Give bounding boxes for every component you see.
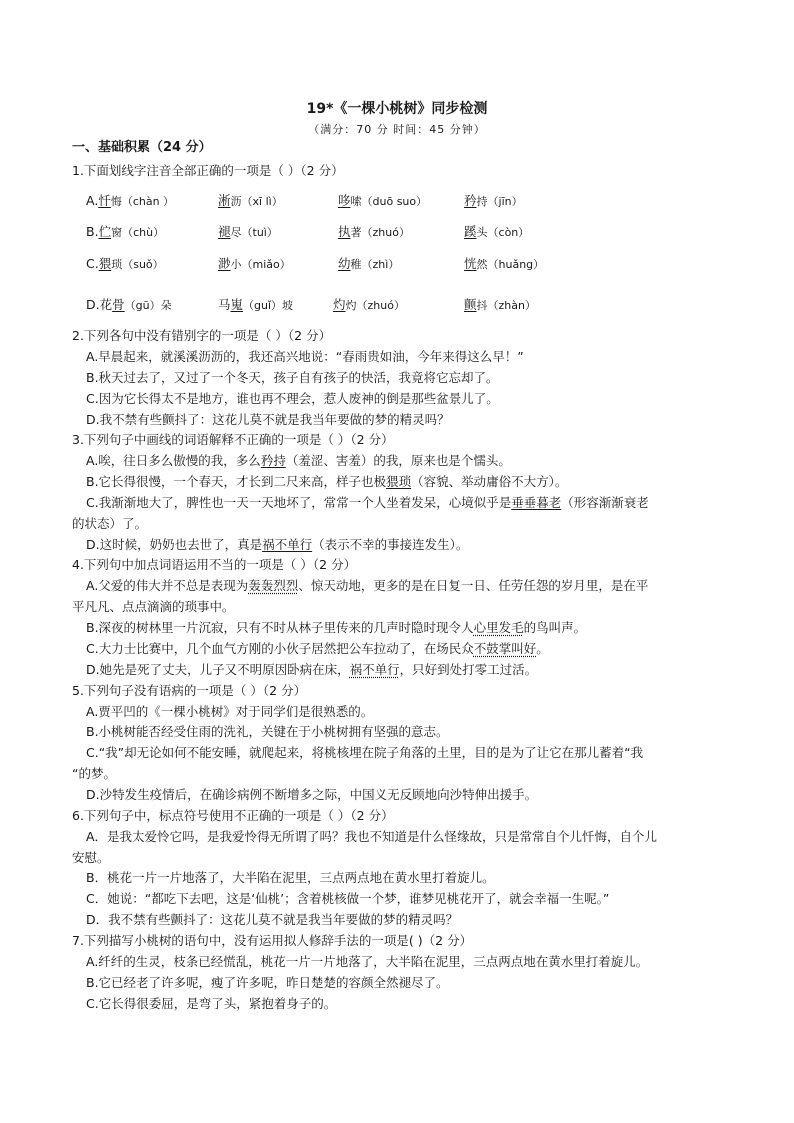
q4-option-a: A.父爱的伟大并不总是表现为轰轰烈烈、惊天动地，更多的是在日复一日、任劳任怨的岁月里，是在平: [86, 578, 649, 593]
question-6-stem: 6.下列句子中，标点符号使用不正确的一项是（ ）（2 分）: [72, 808, 394, 823]
section-heading: 一、基础积累（24 分）: [72, 140, 212, 155]
question-7-stem: 7.下列描写小桃树的语句中，没有运用拟人修辞手法的一项是( )（2 分）: [72, 933, 473, 948]
q2-option-b: B.秋天过去了，又过了一个冬天，孩子自有孩子的快活，我竟将它忘却了。: [86, 370, 499, 385]
q7-option-a: A.纤纤的生灵，枝条已经慌乱，桃花一片一片地落了，大半陷在泥里，三点两点地在黄水里打着旋儿。: [86, 954, 649, 969]
q1-option-a-4: 矜持（jīn）: [464, 193, 523, 208]
q1-option-b-3: 执著（zhuó）: [338, 224, 410, 239]
q1-option-d-3: 灼灼（zhuó）: [333, 297, 405, 312]
q1-option-c-1: C.猥琐（suǒ）: [86, 256, 164, 271]
q5-option-c: C.“我”却无论如何不能安睡，就爬起来，将桃核埋在院子角落的土里，目的是为了让它在那儿蓄着“我: [86, 745, 644, 760]
q2-option-d: D.我不禁有些颤抖了：这花儿莫不就是我当年要做的梦的精灵吗？: [86, 412, 450, 427]
q5-option-d: D.沙特发生疫情后，在确诊病例不断增多之际，中国义无反顾地向沙特伸出援手。: [86, 787, 538, 802]
q2-option-c: C.因为它长得太不是地方，谁也再不理会，惹人废神的倒是那些盆景儿了。: [86, 391, 499, 406]
question-5-stem: 5.下列句子没有语病的一项是（ ）（2 分）: [72, 683, 307, 698]
question-2-stem: 2.下列各句中没有错别字的一项是（ ）（2 分）: [72, 328, 332, 343]
q1-option-c-3: 幼稚（zhì）: [338, 256, 400, 271]
q3-option-a: A.唉，往日多么傲慢的我，多么矜持（羞涩、害羞）的我，原来也是个懦头。: [86, 453, 511, 468]
q5-option-c-continued: “的梦。: [72, 766, 116, 781]
question-1-stem: 1.下面划线字注音全部正确的一项是（ ）（2 分）: [72, 163, 344, 178]
q6-option-a-continued: 安慰。: [72, 850, 110, 865]
q1-option-c-4: 恍然（huǎng）: [464, 256, 545, 271]
q3-option-c: C.我渐渐地大了，脾性也一天一天地坏了，常常一个人坐着发呆，心境似乎是垂垂暮老（形容渐渐衰老: [86, 495, 649, 510]
q3-option-b: B.它长得很慢，一个春天，才长到二尺来高，样子也极猥琐（容貌、举动庸俗不大方）。: [86, 474, 568, 489]
q1-option-b-4: 蹊头（còn）: [464, 224, 530, 239]
q1-option-d-4: 颤抖（zhàn）: [464, 297, 536, 312]
q4-option-d: D.她先是死了丈夫，儿子又不明原因卧病在床，祸不单行，只好到处打零工过活。: [86, 662, 538, 677]
q7-option-c: C.它长得很委屈，是弯了头，紧抱着身子的。: [86, 996, 337, 1011]
q1-option-d-2: 马嵬（guǐ）坡: [218, 297, 294, 312]
q4-option-c: C.大力士比赛中，几个血气方刚的小伙子居然把公车拉动了，在场民众不鼓掌叫好。: [86, 641, 549, 656]
question-4-stem: 4.下列句中加点词语运用不当的一项是（ ）（2 分）: [72, 557, 357, 572]
q5-option-a: A.贾平凹的《一棵小桃树》对于同学们是很熟悉的。: [86, 704, 374, 719]
q2-option-a: A.早晨起来，就溪溪沥沥的，我还高兴地说：“春雨贵如油，今年来得这么早！”: [86, 349, 524, 364]
q5-option-b: B.小桃树能否经受住雨的洗礼，关键在于小桃树拥有坚强的意志。: [86, 724, 449, 739]
q1-option-b-2: 褪尽（tuì）: [218, 224, 278, 239]
q6-option-a: A．是我太爱怜它吗，是我爱怜得无所谓了吗？我也不知道是什么怪缘故，只是常常自个儿忏悔，自个儿: [86, 829, 658, 844]
exam-info: （满分：70 分 时间：45 分钟）: [308, 123, 486, 136]
q4-option-a-continued: 平凡凡、点点滴滴的琐事中。: [72, 599, 235, 614]
q6-option-c: C．她说：“都吃下去吧，这是‘仙桃’；含着桃核做一个梦，谁梦见桃花开了，就会幸福一生呢。”: [86, 891, 610, 906]
q3-option-c-continued: 的状态）了。: [72, 516, 148, 531]
q1-option-b-1: B.伫窗（chù）: [86, 224, 165, 239]
q4-option-b: B.深夜的树林里一片沉寂，只有不时从林子里传来的几声时隐时现令人心里发毛的鸟叫声。: [86, 620, 587, 635]
q1-option-a-1: A.忏悔（chàn ）: [86, 193, 175, 208]
q6-option-d: D．我不禁有些颤抖了：这花儿莫不就是我当年要做的梦的精灵吗？: [86, 912, 459, 927]
page-title: 19*《一棵小桃树》同步检测: [306, 101, 488, 117]
q7-option-b: B.它已经老了许多呢，瘦了许多呢，昨日楚楚的容颜全然褪尽了。: [86, 975, 449, 990]
q6-option-b: B．桃花一片一片地落了，大半陷在泥里，三点两点地在黄水里打着旋儿。: [86, 870, 495, 885]
q1-option-d-1: D.花骨（gū）朵: [86, 297, 172, 312]
q1-option-c-2: 渺小（miǎo）: [218, 256, 291, 271]
q1-option-a-2: 淅沥（xī lì）: [218, 193, 283, 208]
question-3-stem: 3.下列句子中画线的词语解释不正确的一项是（ ）（2 分）: [72, 432, 394, 447]
q1-option-a-3: 哆嗦（duō suo）: [338, 193, 428, 208]
q3-option-d: D.这时候，奶奶也去世了，真是祸不单行（表示不幸的事接连发生）。: [86, 537, 469, 552]
